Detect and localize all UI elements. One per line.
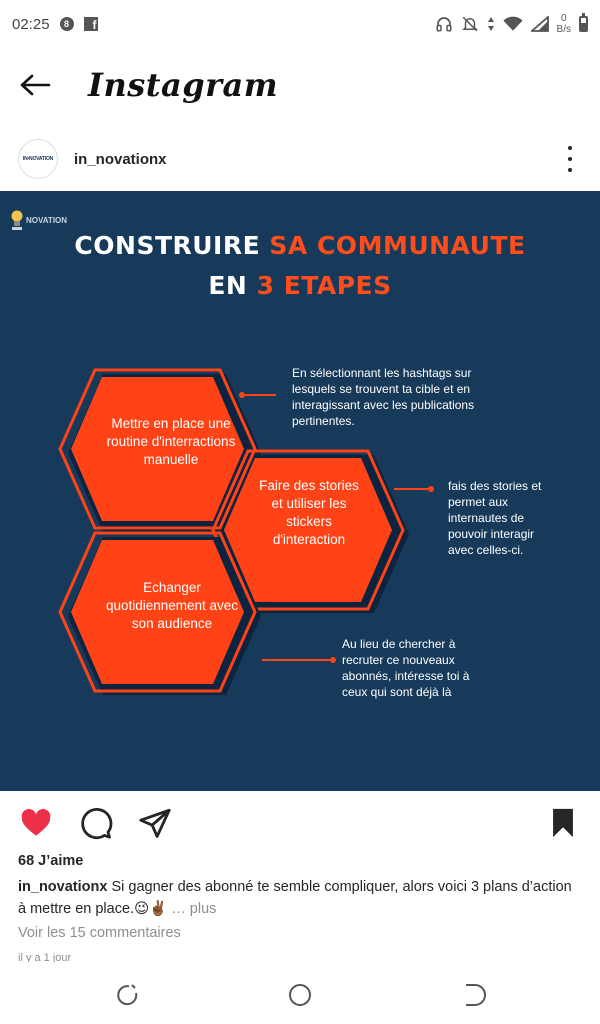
more-vertical-icon-dot: [568, 157, 572, 161]
battery-icon: [579, 16, 588, 32]
status-time: 02:25: [12, 15, 50, 33]
instagram-logo: Instagram: [88, 66, 279, 104]
back-arrow-icon: [19, 73, 51, 97]
caption-text: Si gagner des abonné te semble compliquer, alors voici 3 plans d’action à mettre en place.😉✌🏾: [18, 879, 572, 917]
hexagon-3-text: Echanger quotidiennement avec son audience: [105, 580, 239, 631]
connector-dot-2: [428, 486, 434, 492]
post-image[interactable]: [0, 191, 600, 791]
facebook-icon: f: [84, 17, 98, 31]
more-vertical-icon-dot: [568, 146, 572, 150]
system-nav-bar: [0, 966, 600, 1024]
headline-orange-2: 3 ETAPES: [256, 271, 392, 300]
more-vertical-icon-dot: [568, 168, 572, 172]
nav-back-icon[interactable]: [460, 980, 490, 1010]
more-options-button[interactable]: [560, 146, 580, 172]
post-username[interactable]: in_novationx: [74, 150, 167, 168]
bookmark-filled-icon[interactable]: [546, 806, 580, 840]
hexagon-1-text: Mettre en place une routine d'interractions manuelle: [106, 416, 236, 467]
headphones-icon: [435, 15, 453, 33]
caption: [18, 876, 578, 920]
send-icon[interactable]: [138, 806, 172, 840]
side-text-3: Au lieu de chercher à recruter ce nouveaux abonnés, intéresse toi à ceux qui sont déjà là: [342, 637, 470, 699]
likes-count[interactable]: 68 J’aime: [18, 853, 84, 869]
net-speed-value: 0: [560, 13, 567, 24]
image-logo-text: NOVATION: [26, 215, 68, 225]
heart-filled-icon[interactable]: [19, 806, 53, 840]
home-circle-icon[interactable]: [285, 980, 315, 1010]
avatar[interactable]: [18, 139, 58, 179]
post-header: [0, 128, 600, 190]
status-left: [12, 16, 98, 33]
post-date: il y a 1 jour: [18, 952, 72, 962]
connector-dot-1: [239, 392, 245, 398]
side-text-1: En sélectionnant les hashtags sur lesquels se trouvent ta cible et en interagissant avec les publications pertinentes.: [292, 366, 475, 428]
comment-icon[interactable]: [79, 806, 113, 840]
notification-badge-icon: 8: [60, 17, 74, 31]
headline-white-2: EN: [208, 271, 248, 300]
hexagon-2-text: Faire des stories et utiliser les stickers d'interaction: [259, 478, 359, 547]
wifi-icon: [503, 16, 523, 32]
headline-orange-1: SA COMMUNAUTE: [269, 231, 526, 260]
back-button[interactable]: [0, 50, 70, 120]
headline-white-1: CONSTRUIRE: [74, 231, 261, 260]
status-right: [435, 13, 588, 35]
post-actions: [0, 800, 600, 844]
signal-icon: [531, 16, 549, 32]
caption-more-link[interactable]: … plus: [171, 901, 217, 917]
caption-username[interactable]: in_novationx: [18, 879, 108, 895]
app-header: [0, 50, 600, 120]
recent-apps-icon[interactable]: [112, 980, 142, 1010]
avatar-label: IN•NOVATION: [22, 156, 54, 162]
status-bar: [0, 0, 600, 48]
net-speed-unit: B/s: [556, 24, 571, 35]
data-arrows-icon: [487, 16, 495, 32]
side-text-2: fais des stories et permet aux internautes de pouvoir interagir avec celles-ci.: [448, 479, 542, 557]
view-comments-link[interactable]: Voir les 15 commentaires: [18, 925, 181, 941]
connector-dot-3: [330, 657, 336, 663]
mute-icon: [461, 15, 479, 33]
net-speed: [557, 13, 571, 35]
